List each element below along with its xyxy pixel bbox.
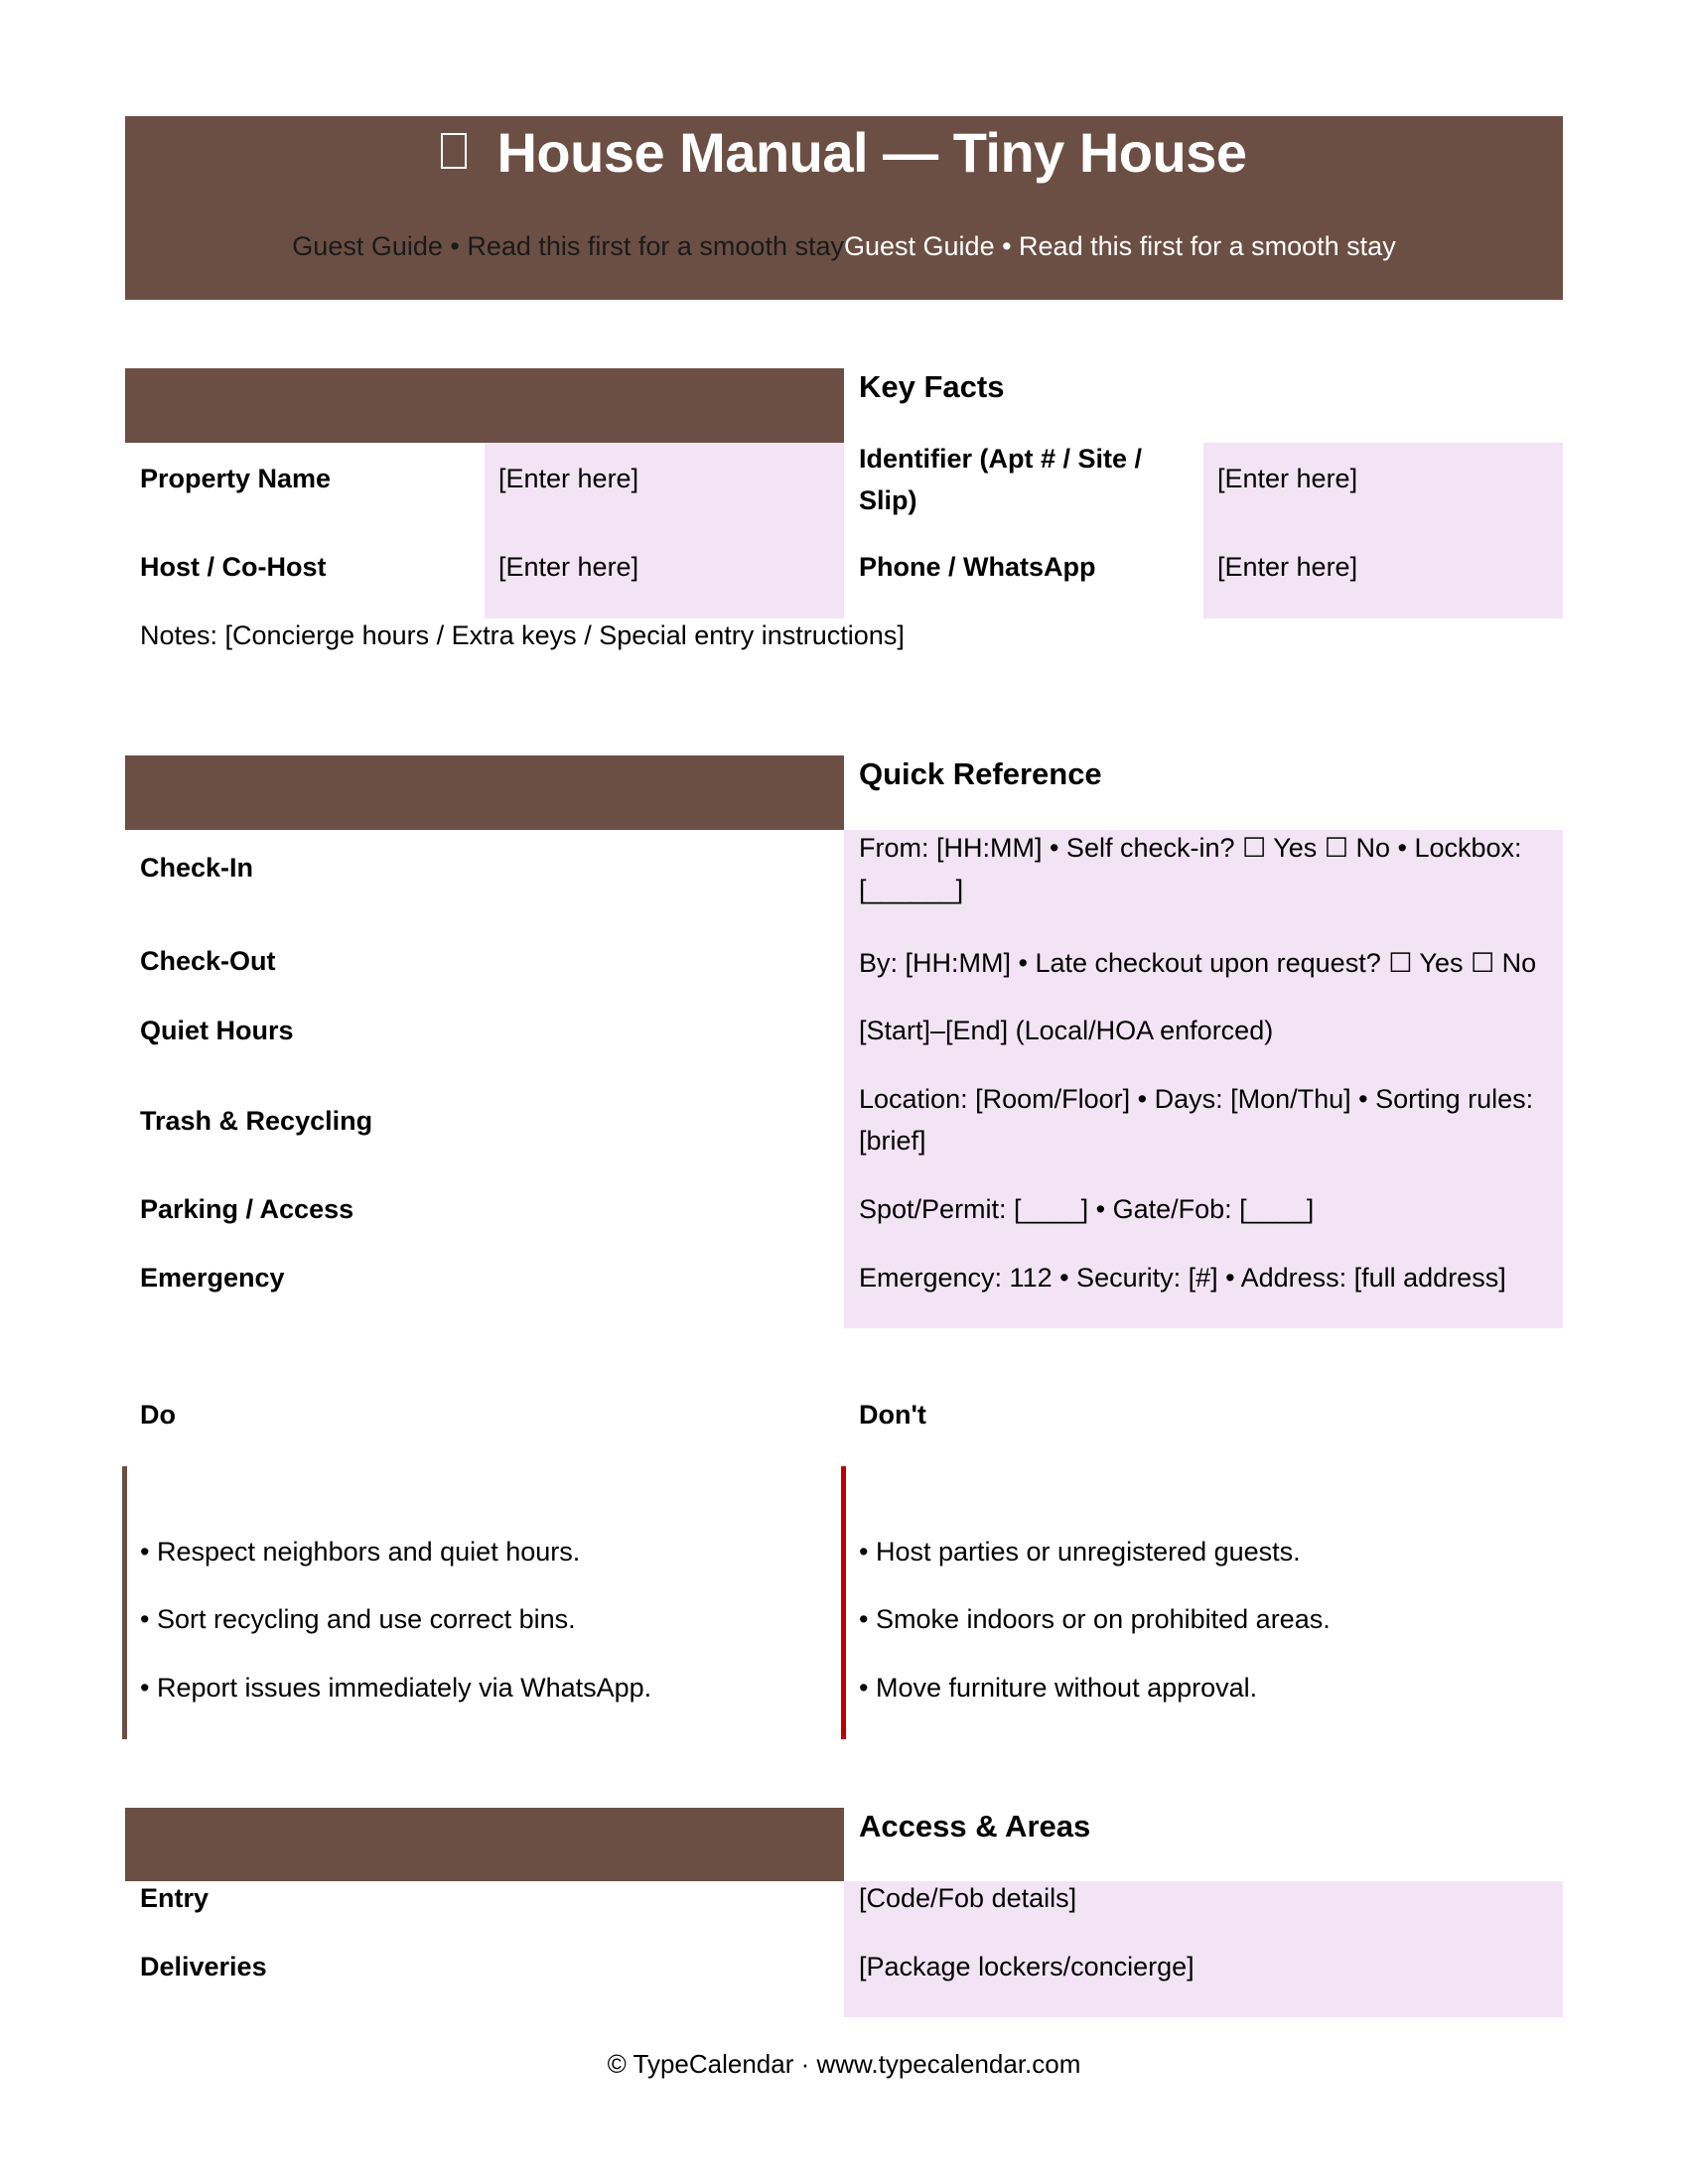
do-item: • Sort recycling and use correct bins. <box>140 1604 576 1634</box>
page-title <box>125 122 1563 184</box>
dont-title: Don't <box>859 1400 926 1430</box>
quiet-hours-label: Quiet Hours <box>140 1016 294 1045</box>
deliveries-label: Deliveries <box>140 1952 267 1981</box>
notes-text: Notes: [Concierge hours / Extra keys / Special entry instructions] <box>140 620 905 650</box>
parking-value[interactable]: Spot/Permit: [____] • Gate/Fob: [____] <box>859 1194 1315 1224</box>
access-areas-bar <box>125 1808 844 1881</box>
do-item: • Report issues immediately via WhatsApp. <box>140 1673 652 1703</box>
emergency-value[interactable]: Emergency: 112 • Security: [#] • Address: [full address] <box>859 1263 1506 1293</box>
do-accent-line <box>122 1466 127 1739</box>
deliveries-value[interactable]: [Package lockers/concierge] <box>859 1952 1195 1981</box>
trash-label: Trash & Recycling <box>140 1106 373 1136</box>
key-facts-title: Key Facts <box>859 369 1005 404</box>
host-field[interactable]: [Enter here] <box>498 552 639 582</box>
dont-item: • Host parties or unregistered guests. <box>859 1537 1301 1567</box>
dont-item: • Smoke indoors or on prohibited areas. <box>859 1604 1331 1634</box>
key-facts-bar <box>125 368 844 443</box>
parking-label: Parking / Access <box>140 1194 354 1224</box>
house-icon <box>441 133 467 169</box>
phone-field[interactable]: [Enter here] <box>1217 552 1358 582</box>
phone-label: Phone / WhatsApp <box>859 552 1096 582</box>
quick-reference-title: Quick Reference <box>859 756 1102 791</box>
subtitle <box>125 231 1563 262</box>
do-item: • Respect neighbors and quiet hours. <box>140 1537 581 1567</box>
subtitle-shadow: Guest Guide • Read this first for a smooth stay <box>292 231 844 261</box>
access-areas-title: Access & Areas <box>859 1809 1091 1843</box>
subtitle-text: Guest Guide • Read this first for a smooth stay <box>844 231 1396 261</box>
title-text: House Manual — Tiny House <box>496 121 1247 184</box>
identifier-label: Identifier (Apt # / Site / Slip) <box>859 444 1143 515</box>
entry-value[interactable]: [Code/Fob details] <box>859 1883 1077 1913</box>
header-banner <box>125 116 1563 300</box>
check-in-value[interactable]: From: [HH:MM] • Self check-in? ☐ Yes ☐ No • Lockbox: [______] <box>859 833 1522 904</box>
do-title: Do <box>140 1400 176 1430</box>
property-name-label: Property Name <box>140 464 332 493</box>
check-in-label: Check-In <box>140 853 254 883</box>
dont-accent-line <box>841 1466 846 1739</box>
trash-value[interactable]: Location: [Room/Floor] • Days: [Mon/Thu] • Sorting rules: [brief] <box>859 1084 1534 1156</box>
quiet-hours-value[interactable]: [Start]–[End] (Local/HOA enforced) <box>859 1016 1274 1045</box>
identifier-field[interactable]: [Enter here] <box>1217 464 1358 493</box>
check-out-value[interactable]: By: [HH:MM] • Late checkout upon request? ☐ Yes ☐ No <box>859 948 1537 978</box>
emergency-label: Emergency <box>140 1263 285 1293</box>
check-out-label: Check-Out <box>140 946 276 976</box>
quick-reference-bar <box>125 755 844 830</box>
property-name-field[interactable]: [Enter here] <box>498 464 639 493</box>
dont-item: • Move furniture without approval. <box>859 1673 1258 1703</box>
entry-label: Entry <box>140 1883 210 1913</box>
host-label: Host / Co-Host <box>140 552 327 582</box>
footer-credit: © TypeCalendar · www.typecalendar.com <box>607 2049 1081 2079</box>
